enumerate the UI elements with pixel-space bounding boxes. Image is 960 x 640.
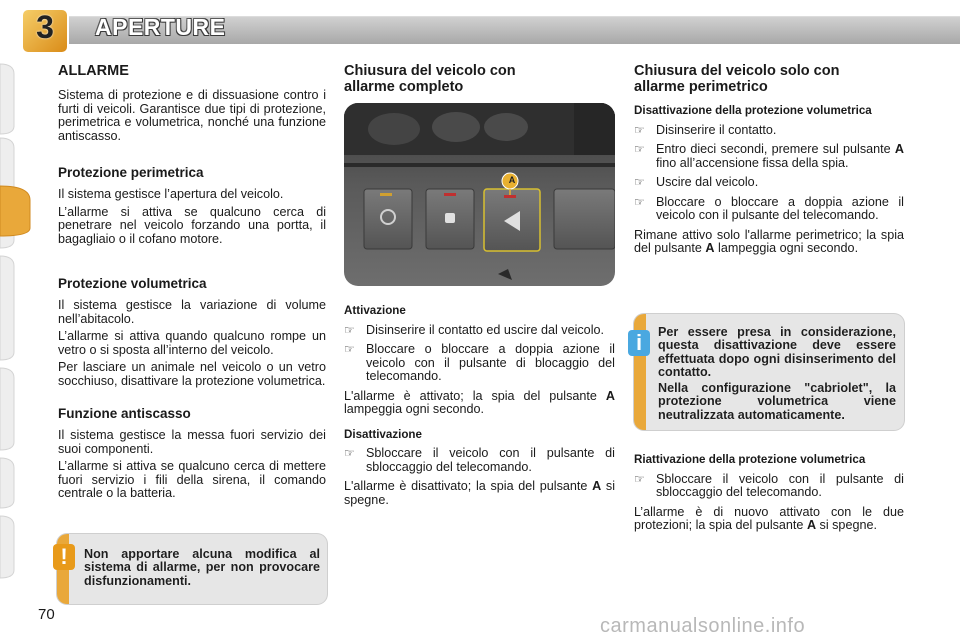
page-title: APERTURE (95, 14, 226, 40)
antiscasso-text-2: L’allarme si attiva se qualcuno cerca di mettere fuori servizio i fili della sirena, il comando centrale o la batteria. (58, 459, 326, 500)
column-allarme (58, 63, 326, 505)
photo-label-a: A (508, 175, 516, 185)
list-item (344, 324, 615, 338)
bullet-text: Disinserire il contatto ed uscire dal veicolo. (366, 322, 604, 337)
column-allarme-completo (344, 63, 615, 105)
watermark: carmanualsonline.info (600, 615, 806, 637)
info-text-2: Nella configurazione "cabriolet", la protezione volumetrica viene neutralizzata automaticamente. (658, 381, 896, 422)
heading-protezione-volumetrica: Protezione volumetrica (58, 276, 207, 291)
page-number: 70 (38, 606, 55, 623)
volumetrica-text-1: Il sistema gestisce la variazione di volume nell’abitacolo. (58, 298, 326, 326)
chapter-side-tabs (0, 60, 34, 580)
column-allarme-perimetrico (634, 63, 904, 260)
heading-protezione-perimetrica: Protezione perimetrica (58, 165, 204, 180)
warning-text: Non apportare alcuna modifica al sistema di allarme, per non provocare disfunzionamenti. (84, 547, 320, 588)
hand-pointer-icon: ☞ (344, 342, 355, 356)
heading-attivazione: Attivazione (344, 304, 406, 317)
list-item (634, 176, 904, 190)
heading-disattivazione-volumetrica: Disattivazione della protezione volumetrica (634, 104, 872, 117)
hand-pointer-icon: ☞ (634, 194, 645, 209)
hand-pointer-icon: ☞ (344, 446, 355, 460)
volumetrica-text-3: Per lasciare un animale nel veicolo o un vetro socchiuso, disattivare la protezione volumetrica. (58, 360, 326, 388)
volumetrica-text-2: L’allarme si attiva quando qualcuno rompe un vetro o si sposta all’interno del veicolo. (58, 329, 326, 357)
chapter-number: 3 (36, 9, 54, 45)
riattivazione-status: L’allarme è di nuovo attivato con le due protezioni; la spia del pulsante A si spegne. (634, 504, 904, 532)
list-item (634, 473, 904, 500)
antiscasso-text-1: Il sistema gestisce la messa fuori servizio dei suoi componenti. (58, 428, 326, 456)
heading-funzione-antiscasso: Funzione antiscasso (58, 406, 191, 421)
info-text-1: Per essere presa in considerazione, questa disattivazione deve essere effettuata dopo ogni disinserimento del contatto. (658, 325, 896, 380)
column-riattivazione (634, 446, 904, 537)
bullet-text: Sbloccare il veicolo con il pulsante di sbloccaggio del telecomando. (656, 471, 904, 499)
list-item (344, 343, 615, 384)
allarme-intro: Sistema di protezione e di dissuasione contro i furti di veicoli. Garantisce due tipi di protezione, perimetrica e volumetrica, nonché una funzione antiscasso. (58, 88, 326, 143)
bullet-text: Bloccare o bloccare a doppia azione il veicolo con il pulsante del telecomando. (656, 194, 904, 222)
bullet-text: Uscire dal veicolo. (656, 175, 759, 189)
bullet-text: Bloccare o bloccare a doppia azione il veicolo con il pulsante di blocaggio del telecomando. (366, 342, 615, 383)
hand-pointer-icon: ☞ (634, 175, 645, 189)
hand-pointer-icon: ☞ (634, 122, 645, 137)
list-item (634, 196, 904, 223)
hand-pointer-icon: ☞ (634, 142, 645, 156)
bullet-text: Sbloccare il veicolo con il pulsante di sbloccaggio del telecomando. (366, 446, 615, 474)
perimetrico-status: Rimane attivo solo l'allarme perimetrico; la spia del pulsante A lampeggia ogni secondo. (634, 227, 904, 255)
section-title-allarme: ALLARME (58, 63, 129, 79)
list-item (344, 447, 615, 474)
info-note (634, 314, 904, 430)
column-allarme-completo-body (344, 297, 615, 511)
attivazione-status: L'allarme è attivato; la spia del pulsante A lampeggia ogni secondo. (344, 388, 615, 416)
section-title-allarme-perimetrico: Chiusura del veicolo solo con allarme perimetrico (634, 63, 840, 95)
section-title-allarme-completo: Chiusura del veicolo con allarme completo (344, 63, 516, 95)
perimetrica-text-1: Il sistema gestisce l’apertura del veicolo. (58, 187, 284, 201)
exclamation-icon: ! (53, 544, 75, 570)
bullet-text: Entro dieci secondi, premere sul pulsante A fino all’accensione fissa della spia. (656, 142, 904, 170)
perimetrica-text-2: L’allarme si attiva se qualcuno cerca di penetrare nel veicolo forzando una portta, il bagagliaio o il cofano motore. (58, 204, 326, 246)
heading-riattivazione: Riattivazione della protezione volumetrica (634, 453, 866, 466)
heading-disattivazione: Disattivazione (344, 427, 422, 441)
list-item (634, 124, 904, 138)
bullet-text: Disinserire il contatto. (656, 122, 777, 137)
info-icon: i (628, 330, 650, 356)
hand-pointer-icon: ☞ (344, 322, 355, 337)
dashboard-buttons-photo (344, 103, 615, 286)
hand-pointer-icon: ☞ (634, 471, 645, 486)
warning-note (57, 534, 327, 604)
list-item (634, 143, 904, 170)
disattivazione-status: L'allarme è disattivato; la spia del pulsante A si spegne. (344, 479, 615, 507)
